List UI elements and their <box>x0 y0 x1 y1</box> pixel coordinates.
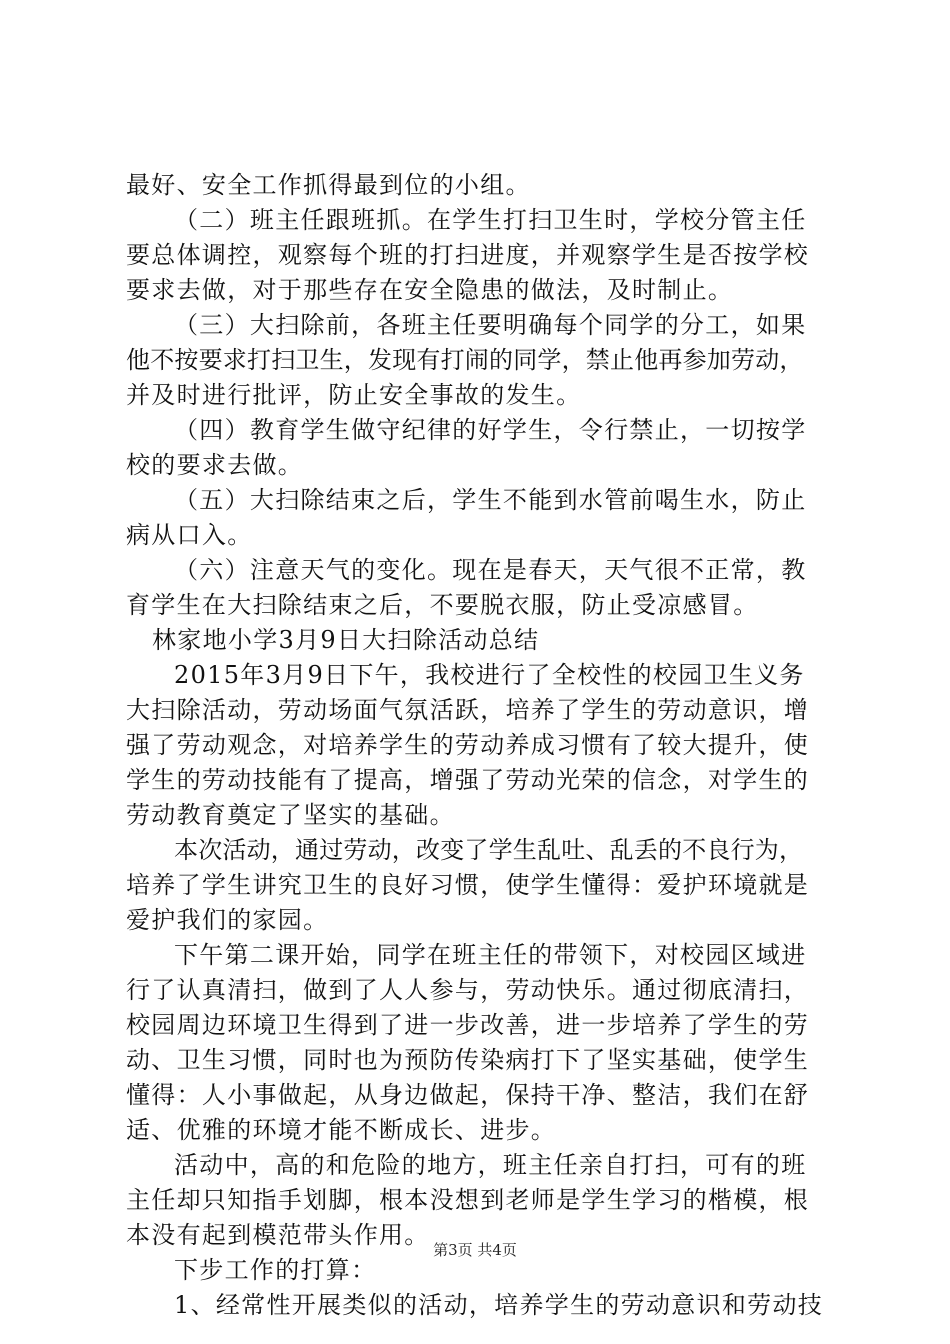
body-line: 下午第二课开始，同学在班主任的带领下，对校园区域进 <box>174 941 807 969</box>
body-line: 大扫除活动，劳动场面气氛活跃，培养了学生的劳动意识，增 <box>126 696 810 724</box>
body-line: 育学生在大扫除结束之后，不要脱衣服，防止受凉感冒。 <box>126 591 759 619</box>
body-line: （二）班主任跟班抓。在学生打扫卫生时，学校分管主任 <box>174 206 807 234</box>
body-line: 病从口入。 <box>126 521 253 549</box>
page-footer <box>0 1240 950 1260</box>
body-line: （五）大扫除结束之后，学生不能到水管前喝生水，防止 <box>174 486 807 514</box>
body-line: 2015年3月9日下午，我校进行了全校性的校园卫生义务 <box>174 661 805 689</box>
body-line: 要总体调控，观察每个班的打扫进度，并观察学生是否按学校 <box>126 241 810 269</box>
body-line: 下步工作的打算： <box>174 1256 377 1284</box>
body-line: （四）教育学生做守纪律的好学生，令行禁止，一切按学 <box>174 416 807 444</box>
body-line: 1、经常性开展类似的活动，培养学生的劳动意识和劳动技 <box>174 1291 824 1319</box>
body-line: 最好、安全工作抓得最到位的小组。 <box>126 171 531 199</box>
body-line: 本次活动，通过劳动，改变了学生乱吐、乱丢的不良行为， <box>174 836 804 864</box>
body-line: 活动中，高的和危险的地方，班主任亲自打扫，可有的班 <box>174 1151 807 1179</box>
document-body <box>126 168 834 1323</box>
body-line: 要求去做，对于那些存在安全隐患的做法，及时制止。 <box>126 276 734 304</box>
body-line: 培养了学生讲究卫生的良好习惯，使学生懂得：爱护环境就是 <box>126 871 810 899</box>
body-line: 劳动教育奠定了坚实的基础。 <box>126 801 455 829</box>
body-line: （三）大扫除前，各班主任要明确每个同学的分工，如果 <box>174 311 807 339</box>
body-line: （六）注意天气的变化。现在是春天，天气很不正常，教 <box>174 556 807 584</box>
body-line: 懂得：人小事做起，从身边做起，保持干净、整洁，我们在舒 <box>126 1081 810 1109</box>
page-indicator: 第3页 共4页 <box>433 1241 517 1259</box>
body-line: 强了劳动观念，对培养学生的劳动养成习惯有了较大提升，使 <box>126 731 810 759</box>
body-line: 学生的劳动技能有了提高，增强了劳动光荣的信念，对学生的 <box>126 766 810 794</box>
body-line: 适、优雅的环境才能不断成长、进步。 <box>126 1116 557 1144</box>
body-line: 并及时进行批评，防止安全事故的发生。 <box>126 381 582 409</box>
body-line: 他不按要求打扫卫生，发现有打闹的同学，禁止他再参加劳动， <box>126 346 804 374</box>
section-heading: 林家地小学3月9日大扫除活动总结 <box>152 626 540 654</box>
body-line: 行了认真清扫，做到了人人参与，劳动快乐。通过彻底清扫， <box>126 976 810 1004</box>
body-line: 本没有起到模范带头作用。 <box>126 1221 430 1249</box>
body-line: 校园周边环境卫生得到了进一步改善，进一步培养了学生的劳 <box>126 1011 810 1039</box>
body-line: 爱护我们的家园。 <box>126 906 329 934</box>
body-line: 动、卫生习惯，同时也为预防传染病打下了坚实基础，使学生 <box>126 1046 810 1074</box>
body-line: 校的要求去做。 <box>126 451 304 479</box>
body-line: 主任却只知指手划脚，根本没想到老师是学生学习的楷模，根 <box>126 1186 810 1214</box>
